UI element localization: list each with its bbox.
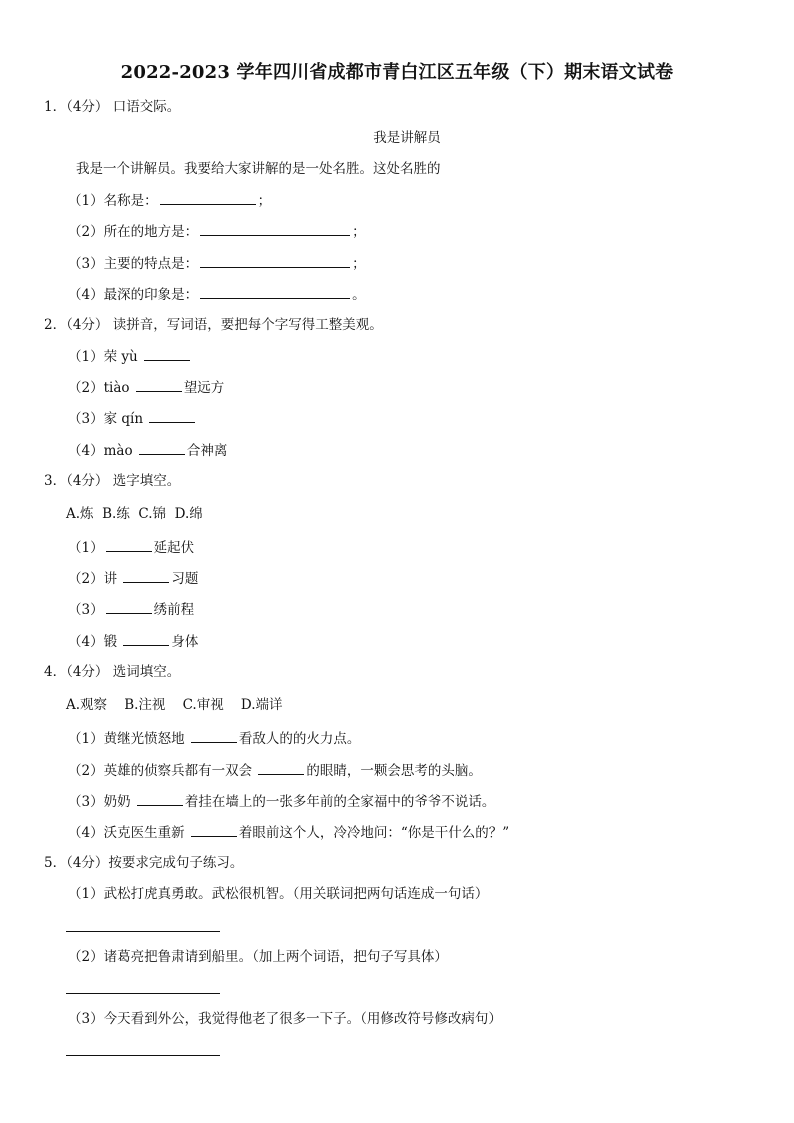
answer-blank[interactable] [160, 191, 256, 205]
answer-blank[interactable] [123, 569, 169, 583]
question-2-head: 2．（4分） 读拼音，写词语，要把每个字写得工整美观。 [44, 317, 383, 333]
question-4-item-3: （3）奶奶 着挂在墙上的一张多年前的全家福中的爷爷不说话。 [68, 794, 496, 810]
question-2-item-4: （4）mào 合神离 [68, 443, 228, 459]
question-3-options: A.炼 B.练 C.锦 D.绵 [66, 506, 203, 522]
answer-blank[interactable] [136, 378, 182, 392]
question-5-answer-line-2[interactable] [66, 993, 220, 994]
question-5-item-2: （2）诸葛亮把鲁肃请到船里。（加上两个词语，把句子写具体） [68, 949, 448, 965]
question-2-item-2: （2）tiào 望远方 [68, 380, 225, 396]
answer-blank[interactable] [106, 600, 152, 614]
question-4-item-4: （4）沃克医生重新 着眼前这个人，冷冷地问：“你是干什么的？” [68, 825, 510, 841]
answer-blank[interactable] [200, 222, 350, 236]
question-5-item-1: （1）武松打虎真勇敢。武松很机智。（用关联词把两句话连成一句话） [68, 886, 489, 902]
question-1-item-1: （1）名称是： ； [68, 193, 272, 209]
question-5-answer-line-3[interactable] [66, 1055, 220, 1056]
question-2-item-3: （3）家 qín [68, 409, 197, 428]
answer-blank[interactable] [258, 761, 304, 775]
question-1-head: 1．（4分） 口语交际。 [44, 99, 181, 115]
question-1-intro: 我是一个讲解员。我要给大家讲解的是一处名胜。这处名胜的 [76, 161, 441, 177]
question-5-answer-line-1[interactable] [66, 931, 220, 932]
exam-title: 2022-2023 学年四川省成都市青白江区五年级（下）期末语文试卷 [120, 62, 674, 83]
question-5-head: 5．（4分）按要求完成句子练习。 [44, 855, 244, 871]
question-3-item-2: （2）讲 习题 [68, 571, 199, 587]
question-3-item-4: （4）锻 身体 [68, 634, 199, 650]
question-2-item-1: （1）荣 yù [68, 347, 192, 366]
answer-blank[interactable] [200, 285, 350, 299]
question-3-item-3: （3） 绣前程 [68, 602, 195, 618]
answer-blank[interactable] [144, 347, 190, 361]
answer-blank[interactable] [106, 538, 152, 552]
answer-blank[interactable] [200, 254, 350, 268]
question-4-item-2: （2）英雄的侦察兵都有一双会 的眼睛，一颗会思考的头脑。 [68, 763, 482, 779]
question-3-item-1: （1） 延起伏 [68, 540, 195, 556]
answer-blank[interactable] [191, 729, 237, 743]
question-1-passage-title: 我是讲解员 [373, 130, 441, 146]
question-1-item-4: （4）最深的印象是： 。 [68, 287, 366, 303]
answer-blank[interactable] [139, 441, 185, 455]
answer-blank[interactable] [123, 632, 169, 646]
question-4-item-1: （1）黄继光愤怒地 看敌人的的火力点。 [68, 731, 361, 747]
question-1-item-3: （3）主要的特点是： ； [68, 256, 366, 272]
question-1-item-2: （2）所在的地方是： ； [68, 224, 366, 240]
answer-blank[interactable] [149, 409, 195, 423]
answer-blank[interactable] [137, 792, 183, 806]
answer-blank[interactable] [191, 823, 237, 837]
question-4-options: A.观察 B.注视 C.审视 D.端详 [66, 697, 283, 713]
question-3-head: 3．（4分） 选字填空。 [44, 473, 181, 489]
question-4-head: 4．（4分） 选词填空。 [44, 664, 181, 680]
question-5-item-3: （3）今天看到外公，我觉得他老了很多一下子。（用修改符号修改病句） [68, 1011, 502, 1027]
